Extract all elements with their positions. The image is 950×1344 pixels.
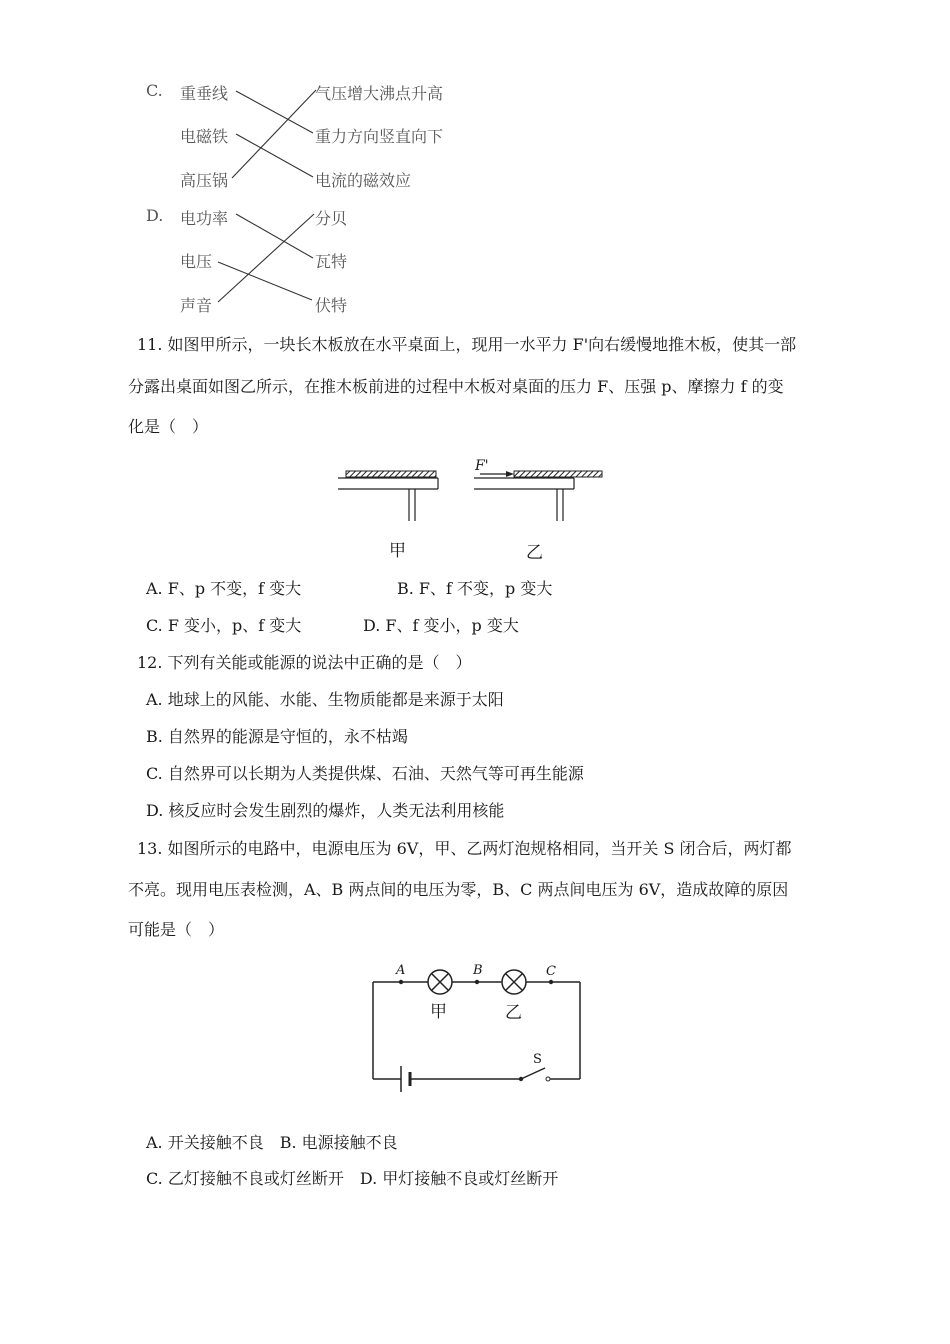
- left-term: 重垂线: [180, 84, 229, 103]
- question-stem-line: 11. 如图甲所示，一块长木板放在水平桌面上，现用一水平力 F'向右缓慢地推木板，使其一部: [137, 335, 797, 354]
- left-term: 电压: [180, 252, 213, 271]
- point-c-label: C: [546, 964, 556, 979]
- left-term: 电磁铁: [180, 127, 229, 146]
- question-stem: 12. 下列有关能或能源的说法中正确的是（ ）: [137, 653, 472, 672]
- option-d: D. 核反应时会发生剧烈的爆炸，人类无法利用核能: [146, 801, 505, 820]
- option-b: B. F、f 不变，p 变大: [397, 579, 553, 598]
- question-stem-line: 不亮。现用电压表检测，A、B 两点间的电压为零，B、C 两点间电压为 6V，造成故障的原因: [128, 880, 789, 899]
- lamp-jia-icon: [428, 970, 452, 994]
- option-ab: A. 开关接触不良 B. 电源接触不良: [146, 1133, 398, 1152]
- force-label: F': [475, 458, 489, 474]
- question-stem-line: 13. 如图所示的电路中，电源电压为 6V，甲、乙两灯泡规格相同，当开关 S 闭合后，两灯都: [137, 839, 792, 858]
- point-b-label: B: [473, 963, 483, 978]
- option-a: A. F、p 不变，f 变大: [146, 579, 302, 598]
- point-a-label: A: [396, 963, 406, 978]
- option-a: A. 地球上的风能、水能、生物质能都是来源于太阳: [146, 690, 504, 709]
- right-term: 电流的磁效应: [315, 171, 412, 190]
- figure-label-jia: 甲: [389, 541, 406, 561]
- switch-icon: [519, 1068, 550, 1081]
- figure-label-yi: 乙: [526, 543, 543, 563]
- option-cd: C. 乙灯接触不良或灯丝断开 D. 甲灯接触不良或灯丝断开: [146, 1169, 559, 1188]
- left-term: 声音: [180, 296, 213, 315]
- point-b-dot: [475, 980, 479, 984]
- option-letter: D.: [146, 206, 164, 225]
- left-term: 电功率: [180, 209, 229, 228]
- right-term: 重力方向竖直向下: [315, 127, 444, 146]
- question-stem-line: 分露出桌面如图乙所示，在推木板前进的过程中木板对桌面的压力 F、压强 p、摩擦力 f 的变: [128, 377, 784, 396]
- point-c-dot: [549, 980, 553, 984]
- right-term: 气压增大沸点升高: [315, 84, 444, 103]
- option-d: D. F、f 变小，p 变大: [363, 616, 519, 635]
- option-letter: C.: [146, 81, 163, 100]
- point-a-dot: [399, 980, 403, 984]
- option-c: C. F 变小，p、f 变大: [146, 616, 302, 635]
- right-term: 瓦特: [315, 252, 348, 271]
- lamp-jia-label: 甲: [430, 1002, 447, 1022]
- question-stem-line: 化是（ ）: [128, 417, 209, 436]
- left-term: 高压锅: [180, 171, 229, 190]
- right-term: 分贝: [315, 209, 348, 228]
- option-b: B. 自然界的能源是守恒的，永不枯竭: [146, 727, 408, 746]
- question-stem-line: 可能是（ ）: [128, 920, 225, 939]
- lamp-yi-label: 乙: [505, 1003, 522, 1023]
- right-term: 伏特: [315, 296, 348, 315]
- switch-label: S: [533, 1052, 542, 1067]
- option-c: C. 自然界可以长期为人类提供煤、石油、天然气等可再生能源: [146, 764, 584, 783]
- battery-icon: [401, 1066, 410, 1092]
- lamp-yi-icon: [502, 970, 526, 994]
